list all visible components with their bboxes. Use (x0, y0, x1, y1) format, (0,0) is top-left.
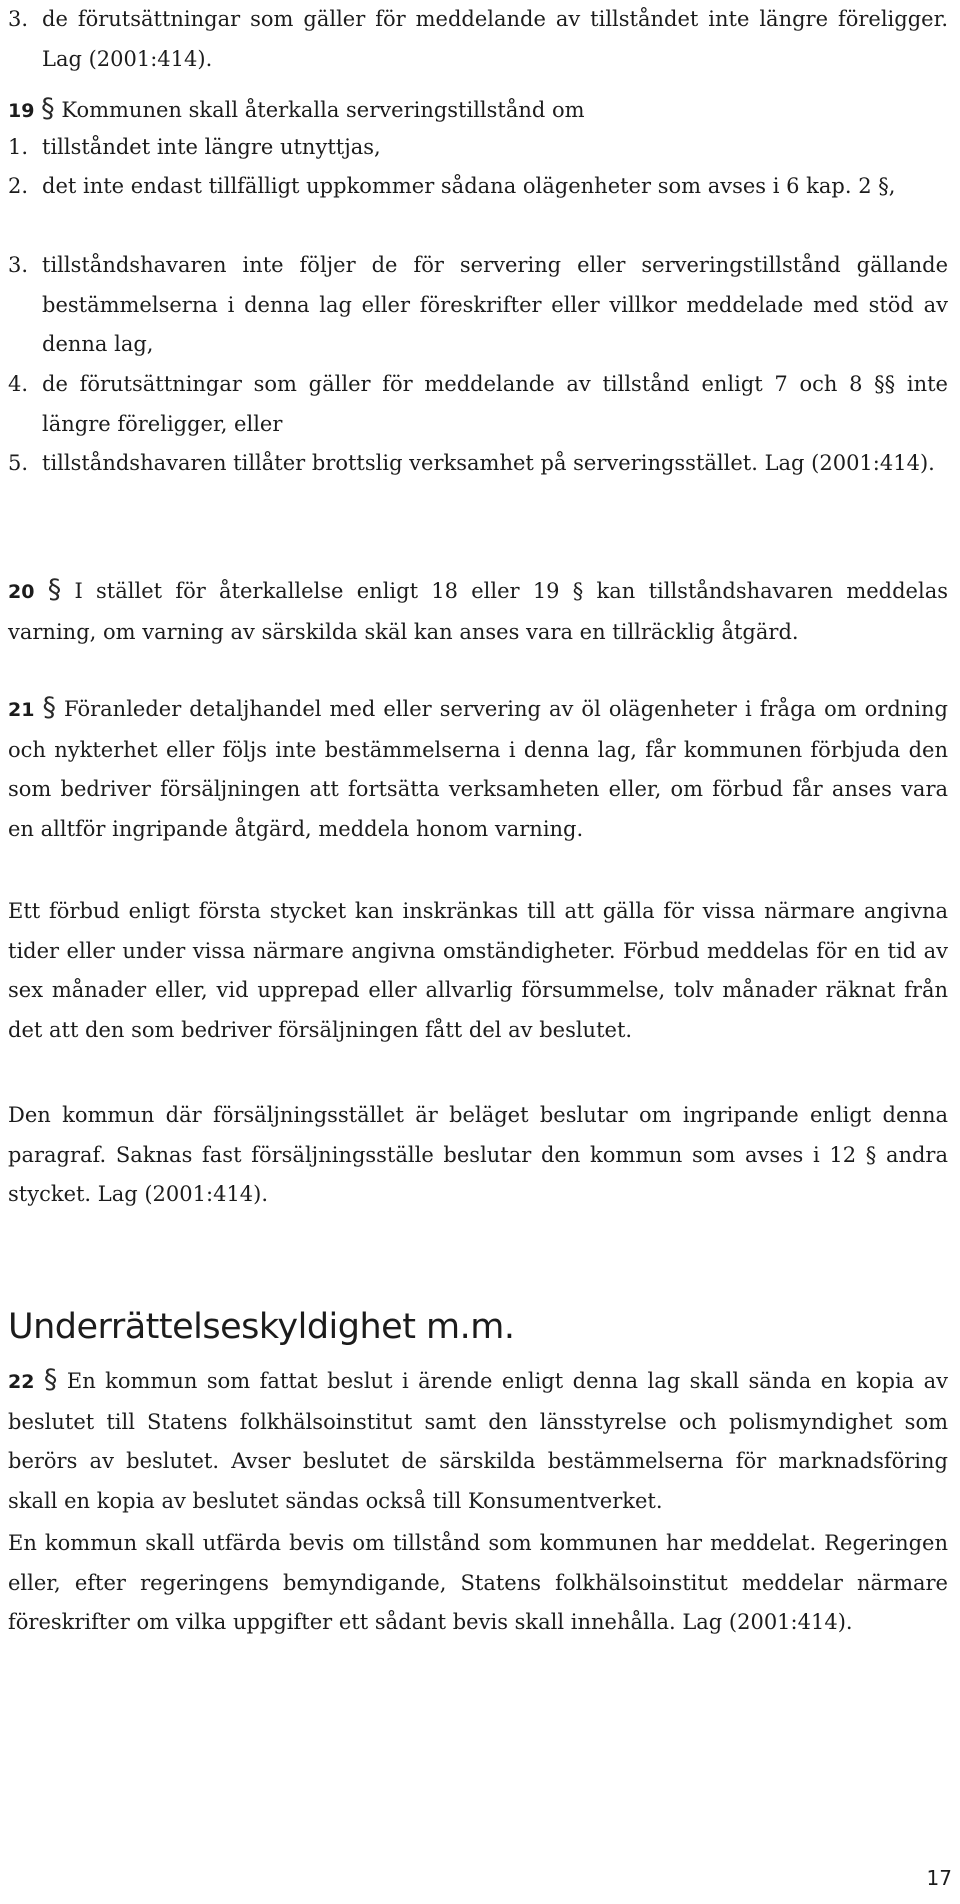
item-text: de förutsättningar som gäller för meddelande av tillstånd enligt 7 och 8 §§ inte längre föreligger, eller (42, 372, 948, 436)
section-text: I stället för återkallelse enligt 18 eller 19 § kan tillståndshavaren meddelas varning, om varning av särskilda skäl kan anses vara en tillräcklig åtgärd. (8, 579, 948, 644)
item-number: 5. (8, 451, 29, 475)
page-number: 17 (926, 1866, 952, 1890)
section-22 (8, 1360, 948, 1521)
s19-item-4 (8, 365, 948, 444)
section-heading: Underrättelseskyldighet m.m. (8, 1307, 515, 1347)
section-number: 22 (8, 1371, 35, 1393)
item-text: tillståndet inte längre utnyttjas, (42, 135, 381, 159)
s19-item-5 (8, 444, 948, 484)
item-text: tillståndshavaren inte följer de för servering eller serveringstillstånd gällande bestämmelserna i denna lag eller föreskrifter eller villkor meddelade med stöd av denna lag, (42, 253, 948, 356)
s19-item-1 (8, 128, 948, 168)
paragraph-symbol: § (42, 692, 56, 723)
s18-item-3 (8, 0, 948, 79)
section-text: Föranleder detaljhandel med eller servering av öl olägenheter i fråga om ordning och nykterhet eller följs inte bestämmelserna i denna lag, får kommunen förbjuda den som bedriver försäljningen att fortsätta verksamheten eller, om förbud får anses vara en alltför ingripande åtgärd, meddela honom varning. (8, 697, 948, 841)
section-number: 20 (8, 581, 35, 603)
s19-item-3 (8, 246, 948, 365)
item-text: de förutsättningar som gäller för meddelande av tillståndet inte längre föreligger. Lag (2001:414). (42, 7, 948, 71)
section-20 (8, 570, 948, 652)
section-21-paragraph-3: Den kommun där försäljningsstället är beläget beslutar om ingripande enligt denna paragraf. Saknas fast försäljningsställe beslutar den kommun som avses i 12 § andra stycket. Lag (2001:414). (8, 1103, 948, 1206)
item-text: det inte endast tillfälligt uppkommer sådana olägenheter som avses i 6 kap. 2 §, (42, 174, 896, 198)
paragraph-symbol: § (43, 1364, 58, 1395)
item-number: 2. (8, 174, 29, 198)
item-text: tillståndshavaren tillåter brottslig verksamhet på serveringsstället. Lag (2001:414). (42, 451, 935, 475)
section-22-paragraph-2: En kommun skall utfärda bevis om tillstånd som kommunen har meddelat. Regeringen eller, efter regeringens bemyndigande, Statens folkhälsoinstitut meddelar närmare föreskrifter om vilka uppgifter ett sådant bevis skall innehålla. Lag (2001:414). (8, 1531, 948, 1634)
paragraph-symbol: § (47, 574, 62, 605)
item-number: 3. (8, 253, 29, 277)
item-number: 3. (8, 7, 29, 31)
section-number: 21 (8, 699, 35, 721)
paragraph-symbol: § (41, 93, 55, 124)
section-number: 19 (8, 100, 35, 122)
item-number: 1. (8, 135, 29, 159)
section-text: En kommun som fattat beslut i ärende enligt denna lag skall sända en kopia av beslutet till Statens folkhälsoinstitut samt den länsstyrelse och polismyndighet som berörs av beslutet. Avser beslutet de särskilda bestämmelserna för marknadsföring skall en kopia av beslutet sändas också till Konsumentverket. (8, 1369, 949, 1513)
section-21-paragraph-2: Ett förbud enligt första stycket kan inskränkas till att gälla för vissa närmare angivna tider eller under vissa närmare angivna omständigheter. Förbud meddelas för en tid av sex månader eller, vid upprepad eller allvarlig försummelse, tolv månader räknat från det att den som bedriver försäljningen fått del av beslutet. (8, 899, 948, 1042)
s19-item-2 (8, 167, 948, 207)
item-number: 4. (8, 372, 29, 396)
section-19-intro (8, 89, 948, 132)
section-text: Kommunen skall återkalla serveringstillstånd om (61, 98, 585, 122)
section-21 (8, 688, 948, 849)
